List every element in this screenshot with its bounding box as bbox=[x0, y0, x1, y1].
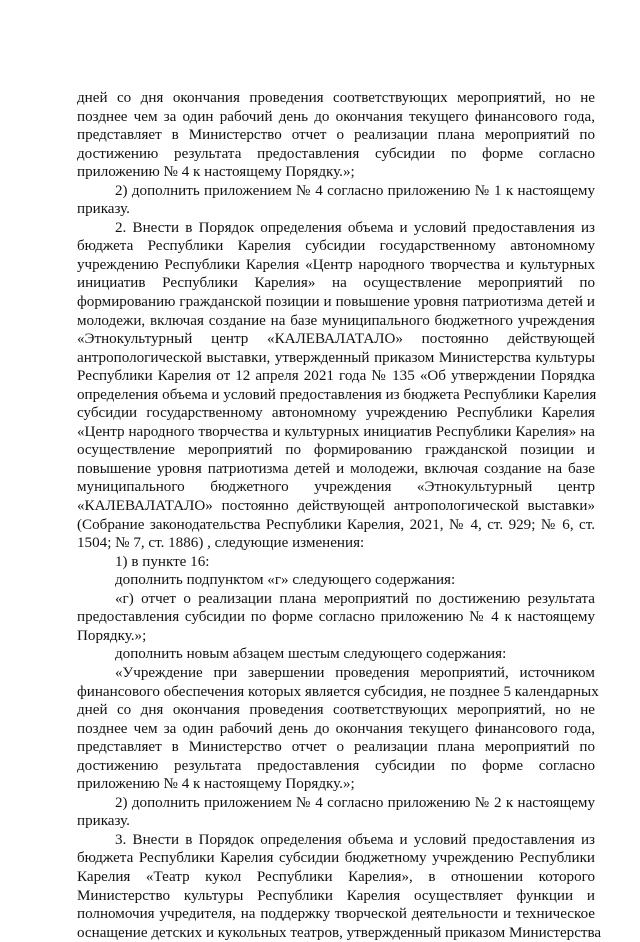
text-line: Республики Карелия от 12 апреля 2021 года № 135 «Об утверждении Порядка bbox=[77, 368, 595, 385]
paragraph bbox=[77, 664, 599, 794]
paragraph bbox=[77, 571, 595, 590]
paragraph bbox=[77, 645, 595, 664]
text-line: 2. Внести в Порядок определения объема и условий предоставления из bbox=[115, 219, 595, 236]
text-line: оснащение детских и кукольных театров, утвержденный приказом Министерства bbox=[77, 924, 602, 941]
text-line: повышение уровня патриотизма детей и молодежи, включая создание на базе bbox=[77, 460, 595, 477]
text-line: формированию гражданской позиции и повышение уровня патриотизма детей и bbox=[77, 294, 595, 311]
text-line: антропологической выставки, утвержденный приказом Министерства культуры bbox=[77, 349, 595, 366]
text-line: дополнить подпунктом «г» следующего содержания: bbox=[115, 572, 456, 589]
text-line: полномочия учредителя, на поддержку творческой деятельности и техническое bbox=[77, 906, 595, 923]
text-line: (Собрание законодательства Республики Карелия, 2021, № 4, ст. 929; № 6, ст. bbox=[77, 516, 595, 533]
text-line: приказу. bbox=[77, 201, 130, 218]
text-line: позднее чем за один рабочий день до окончания текущего финансового года, bbox=[77, 108, 595, 125]
text-line: субсидии государственному автономному учреждению Республики Карелия bbox=[77, 405, 595, 422]
text-line: достижению результата предоставления субсидии по форме согласно bbox=[77, 145, 595, 162]
text-line: достижению результата предоставления субсидии по форме согласно bbox=[77, 757, 595, 774]
text-line: 3. Внести в Порядок определения объема и условий предоставления из bbox=[115, 831, 595, 848]
text-line: Министерство культуры Республики Карелия осуществляет функции и bbox=[77, 887, 595, 904]
text-line: приложению № 4 к настоящему Порядку.»; bbox=[77, 164, 355, 181]
text-line: «Центр народного творчества и культурных инициатив Республики Карелия» на bbox=[77, 423, 595, 440]
text-line: бюджета Республики Карелия субсидии государственному автономному bbox=[77, 238, 595, 255]
text-line: предоставления субсидии по форме согласно приложению № 4 к настоящему bbox=[77, 609, 595, 626]
text-line: Порядку.»; bbox=[77, 627, 147, 644]
paragraph bbox=[77, 89, 595, 182]
text-line: 1) в пункте 16: bbox=[115, 553, 210, 570]
paragraph bbox=[77, 182, 595, 219]
text-line: муниципального бюджетного учреждения «Этнокультурный центр bbox=[77, 479, 595, 496]
text-line: «Этнокультурный центр «КАЛЕВАЛАТАЛО» постоянно действующей bbox=[77, 331, 595, 348]
document-body bbox=[77, 89, 602, 942]
text-line: «Учреждение при завершении проведения мероприятий, источником bbox=[115, 664, 595, 681]
text-line: «г) отчет о реализации плана мероприятий по достижению результата bbox=[115, 590, 595, 607]
paragraph bbox=[77, 831, 602, 942]
paragraph bbox=[77, 590, 595, 646]
text-line: дополнить новым абзацем шестым следующего содержания: bbox=[115, 646, 507, 663]
text-line: дней со дня окончания проведения соответствующих мероприятий, но не bbox=[77, 702, 595, 719]
text-line: молодежи, включая создание на базе муниципального бюджетного учреждения bbox=[77, 312, 595, 329]
text-line: приложению № 4 к настоящему Порядку.»; bbox=[77, 776, 355, 793]
text-line: финансового обеспечения которых является субсидия, не позднее 5 календарных bbox=[77, 683, 599, 700]
paragraph bbox=[77, 794, 595, 831]
paragraph bbox=[77, 553, 595, 572]
text-line: 2) дополнить приложением № 4 согласно приложению № 2 к настоящему bbox=[115, 794, 595, 811]
text-line: бюджета Республики Карелия субсидии бюджетному учреждению Республики bbox=[77, 850, 595, 867]
text-line: определения объема и условий предоставления из бюджета Республики Карелия bbox=[77, 386, 597, 403]
text-line: представляет в Министерство отчет о реализации плана мероприятий по bbox=[77, 127, 595, 144]
text-line: осуществление мероприятий по формированию гражданской позиции и bbox=[77, 442, 595, 459]
text-line: представляет в Министерство отчет о реализации плана мероприятий по bbox=[77, 739, 595, 756]
text-line: позднее чем за один рабочий день до окончания текущего финансового года, bbox=[77, 720, 595, 737]
text-line: 2) дополнить приложением № 4 согласно приложению № 1 к настоящему bbox=[115, 182, 595, 199]
text-line: «КАЛЕВАЛАТАЛО» постоянно действующей антропологической выставки» bbox=[77, 498, 595, 515]
text-line: приказу. bbox=[77, 813, 130, 830]
text-line: 1504; № 7, ст. 1886) , следующие изменения: bbox=[77, 535, 365, 552]
paragraph bbox=[77, 219, 595, 553]
text-line: Карелия «Театр кукол Республики Карелия», в отношении которого bbox=[77, 868, 595, 885]
text-line: учреждению Республики Карелия «Центр народного творчества и культурных bbox=[77, 256, 595, 273]
text-line: дней со дня окончания проведения соответствующих мероприятий, но не bbox=[77, 90, 595, 106]
text-line: инициатив Республики Карелия» на осуществление мероприятий по bbox=[77, 275, 595, 292]
